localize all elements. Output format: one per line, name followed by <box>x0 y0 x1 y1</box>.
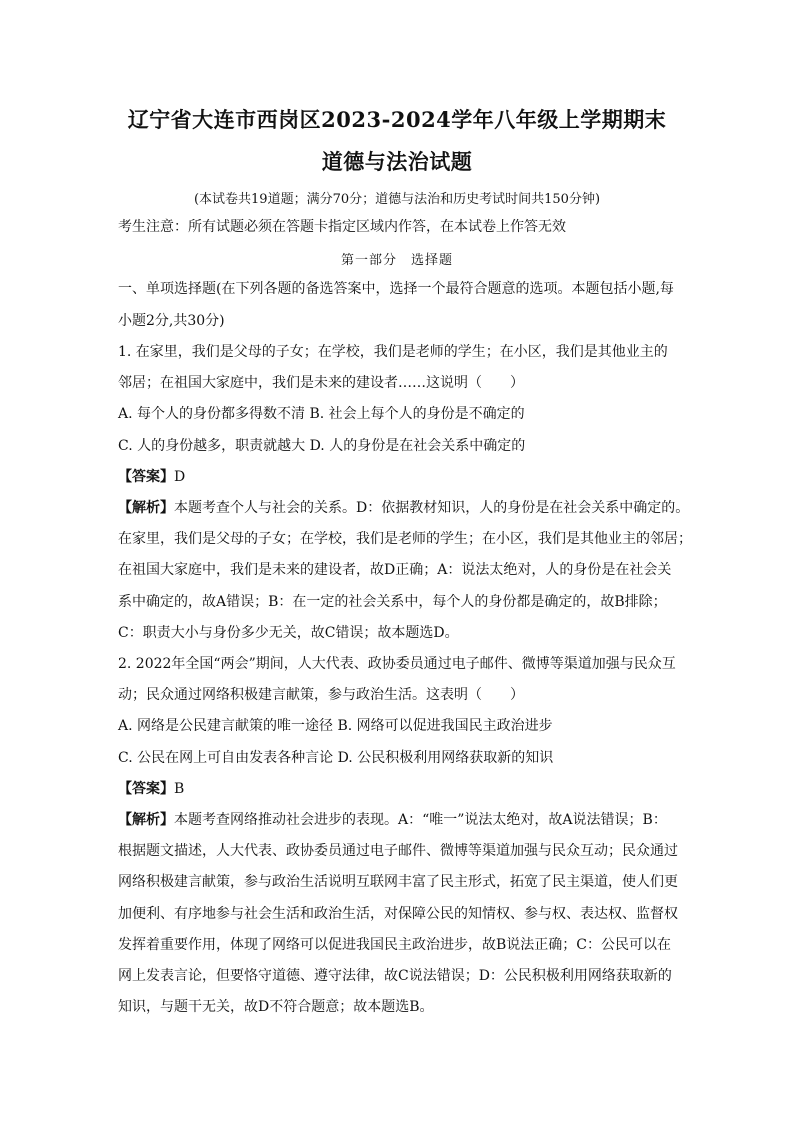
answer-value: D <box>174 469 186 485</box>
part-title: 选择题 <box>411 253 454 268</box>
q2-analysis-line1 <box>118 811 686 829</box>
analysis-text: 本题考查网络推动社会进步的表现。A：“唯一”说法太绝对，故A说法错误；B： <box>174 812 667 828</box>
q1-stem-line1: 1. 在家里，我们是父母的子女；在学校，我们是老师的学生；在小区，我们是其他业主的 <box>118 344 668 360</box>
analysis-text: 本题考查个人与社会的关系。D：依据教材知识，人的身份是在社会关系中确定的。 <box>174 500 690 516</box>
q2-analysis-line2: 根据题文描述，人大代表、政协委员通过电子邮件、微博等渠道加强与民众互动；民众通过 <box>118 843 678 859</box>
section-intro-line1: 一、单项选择题(在下列各题的备选答案中，选择一个最符合题意的选项。本题包括小题,每 <box>118 281 674 297</box>
analysis-label: 【解析】 <box>118 812 174 828</box>
exam-info: (本试卷共19道题；满分70分；道德与法治和历史考试时间共150分钟) <box>193 192 601 207</box>
q1-analysis-line2: 在家里，我们是父母的子女；在学校，我们是老师的学生；在小区，我们是其他业主的邻居； <box>118 531 692 547</box>
q1-analysis-line1 <box>118 499 690 517</box>
q2-analysis-line3: 网络积极建言献策，参与政治生活说明互联网丰富了民主形式，拓宽了民主渠道，使人们更 <box>118 874 678 890</box>
q1-options-line1: A. 每个人的身份都多得数不清 B. 社会上每个人的身份是不确定的 <box>118 406 525 422</box>
answer-value: B <box>174 781 185 797</box>
part-name: 第一部分 <box>340 253 397 268</box>
q2-stem-line2: 动；民众通过网络积极建言献策，参与政治生活。这表明（ ） <box>118 687 524 703</box>
analysis-label: 【解析】 <box>118 500 174 516</box>
q2-options-line1: A. 网络是公民建言献策的唯一途径 B. 网络可以促进我国民主政治进步 <box>118 718 553 734</box>
q1-answer <box>118 468 686 486</box>
q2-answer <box>118 780 686 798</box>
q2-analysis-line6: 网上发表言论，但要恪守道德、遵守法律，故C说法错误；D：公民积极利用网络获取新的 <box>118 968 672 984</box>
q2-analysis-line5: 发挥着重要作用，体现了网络可以促进我国民主政治进步，故B说法正确；C：公民可以在 <box>118 937 671 953</box>
q1-analysis-line5: C：职责大小与身份多少无关，故C错误；故本题选D。 <box>118 625 459 641</box>
section-intro-line2: 小题2分,共30分) <box>118 313 225 329</box>
q2-stem-line1: 2. 2022年全国“两会”期间，人大代表、政协委员通过电子邮件、微博等渠道加强与民众互 <box>118 656 676 672</box>
answer-label: 【答案】 <box>118 781 174 797</box>
exam-title-line1: 辽宁省大连市西岗区2023-2024学年八年级上学期期末 <box>127 107 667 132</box>
q1-options-line2: C. 人的身份越多，职责就越大 D. 人的身份是在社会关系中确定的 <box>118 438 526 454</box>
exam-notice: 考生注意：所有试题必须在答题卡指定区域内作答，在本试卷上作答无效 <box>118 219 566 235</box>
q2-analysis-line4: 加便利、有序地参与社会生活和政治生活，对保障公民的知情权、参与权、表达权、监督权 <box>118 906 678 922</box>
q2-analysis-line7: 知识，与题干无关，故D不符合题意；故本题选B。 <box>118 999 434 1015</box>
answer-label: 【答案】 <box>118 469 174 485</box>
exam-title-line2: 道德与法治试题 <box>321 149 473 174</box>
q1-analysis-line3: 在祖国大家庭中，我们是未来的建设者，故D正确；A：说法太绝对，人的身份是在社会关 <box>118 562 672 578</box>
q2-options-line2: C. 公民在网上可自由发表各种言论 D. 公民积极利用网络获取新的知识 <box>118 750 554 766</box>
part-heading <box>0 249 794 268</box>
q1-stem-line2: 邻居；在祖国大家庭中，我们是未来的建设者……这说明（ ） <box>118 375 524 391</box>
q1-analysis-line4: 系中确定的，故A错误；B：在一定的社会关系中，每个人的身份都是确定的，故B排除； <box>118 594 667 610</box>
